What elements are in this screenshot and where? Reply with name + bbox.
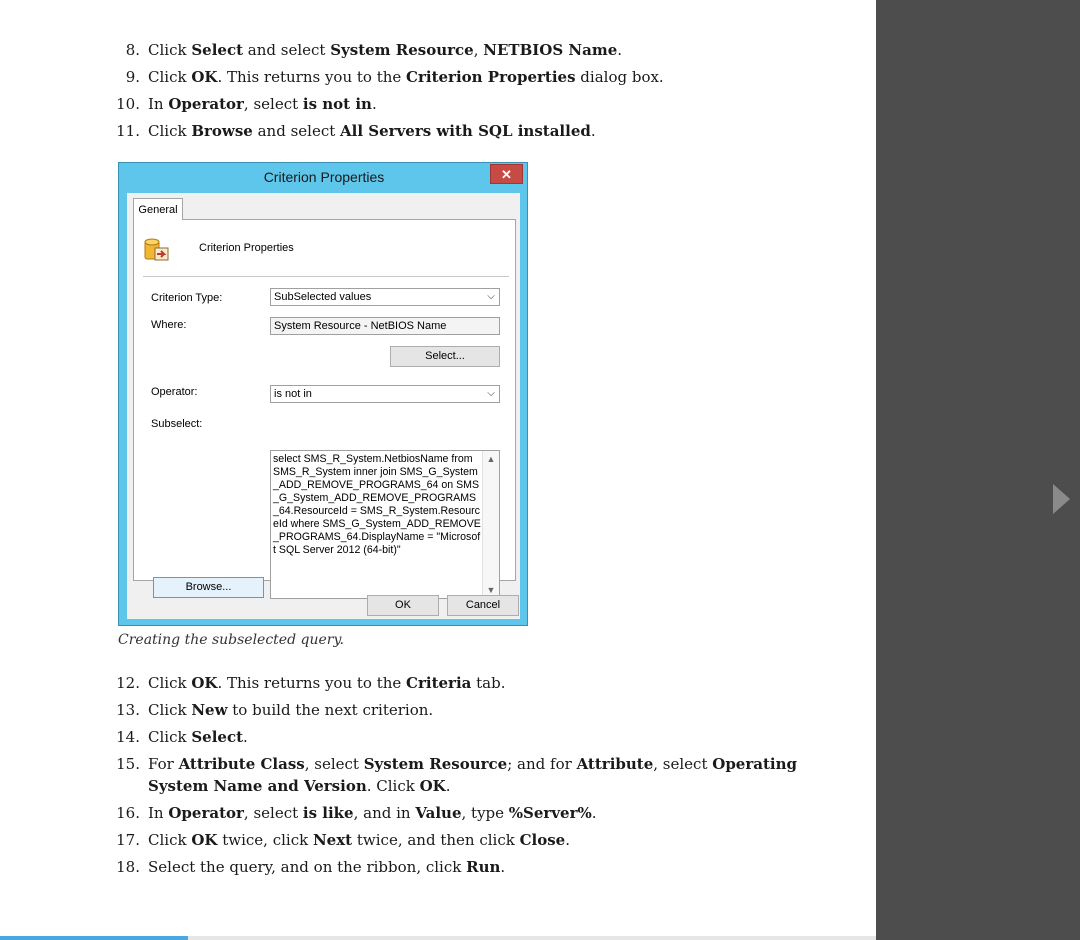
select-button[interactable]: Select... <box>390 346 500 367</box>
step-text: Click Select. <box>148 728 248 746</box>
step-text: Click OK twice, click Next twice, and then click Close. <box>148 831 570 849</box>
figure-caption: Creating the subselected query. <box>118 632 344 648</box>
properties-heading: Criterion Properties <box>199 242 294 254</box>
scrollbar[interactable] <box>482 451 499 598</box>
close-icon[interactable]: ✕ <box>490 164 523 184</box>
tab-general[interactable]: General <box>133 198 183 220</box>
chevron-down-icon: ⌵ <box>487 291 495 302</box>
criterion-type-label: Criterion Type: <box>151 292 223 304</box>
divider <box>143 276 509 277</box>
subselect-label: Subselect: <box>151 418 203 430</box>
reading-progress-fill <box>0 936 188 940</box>
criterion-properties-dialog <box>118 162 528 626</box>
operator-dropdown[interactable] <box>270 385 500 403</box>
criterion-type-dropdown[interactable] <box>270 288 500 306</box>
where-value: System Resource - NetBIOS Name <box>274 320 447 332</box>
operator-value: is not in <box>274 388 312 400</box>
operator-label: Operator: <box>151 386 198 398</box>
properties-icon <box>143 237 171 263</box>
step-text: In Operator, select is not in. <box>148 95 377 113</box>
browse-button[interactable]: Browse... <box>153 577 264 598</box>
step-text: Click OK. This returns you to the Criterion Properties dialog box. <box>148 68 664 86</box>
scroll-down-icon[interactable]: ▼ <box>486 585 496 595</box>
scroll-up-icon[interactable]: ▲ <box>486 454 496 464</box>
subselect-value: select SMS_R_System.NetbiosName from SMS_R_System inner join SMS_G_System_ADD_REMOVE_PROGRAMS_64 on SMS_G_System_ADD_REMOVE_PROGRAMS_64.ResourceId = SMS_R_System.ResourceId where SMS_G_System_ADD_REMOVE_PROGRAMS_64.DisplayName = "Microsoft SQL Server 2012 (64-bit)" <box>273 453 481 556</box>
cancel-button[interactable]: Cancel <box>447 595 519 616</box>
where-field <box>270 317 500 335</box>
step-text: Select the query, and on the ribbon, click Run. <box>148 858 506 876</box>
reading-progress-bar <box>0 936 876 940</box>
step-text: Click Select and select System Resource, NETBIOS Name. <box>148 41 623 59</box>
step-text: Click New to build the next criterion. <box>148 701 434 719</box>
dialog-body <box>127 193 520 619</box>
step-text: For Attribute Class, select System Resource; and for Attribute, select Operating System Name and Version. Click OK. <box>148 755 797 795</box>
ok-button[interactable]: OK <box>367 595 439 616</box>
chevron-down-icon: ⌵ <box>487 388 495 399</box>
step-text: In Operator, select is like, and in Value, type %Server%. <box>148 804 597 822</box>
criterion-type-value: SubSelected values <box>274 291 372 303</box>
document-page: 8. Click Select and select System Resource, NETBIOS Name. 9. Click OK. This returns you to the Criterion Properties dialog box. 10. In Operator, select is not in. 11. Click Browse and select All Servers with SQL installed. Criterion Properties ✕ General Criterion Properties Criterion Type: SubSelected values ⌵ Where: System Resource - NetBIOS Name Select... Operator: is not in ⌵ Subselect: select SMS_R_System.NetbiosName from SMS_R_System inner join SMS_G_System_ADD_REMOVE_PROGRAMS_64 on SMS_G_System_ADD_REMOVE_PROGRAMS_64.ResourceId = SMS_R_System.ResourceId where SMS_G_System_ADD_REMOVE_PROGRAMS_64.DisplayName = "Microsoft SQL Server 2012 (64-bit)" ▲ ▼ Browse... OK Cancel Creating the subselected query. 12. Click OK. This returns you to the Criteria tab. 13. Click New to build the next criterion. 14. Click Select. 15. For Attribute Class, select System Resource; and for Attribute, select Operating System Name and Version. Click OK. 16. In Operator, select is like, and in Value, type %Server%. 17. Click OK twice, click Next twice, and then click Close. 18. Select the query, and on the ribbon, click Run. <box>0 0 876 936</box>
reader-sidebar <box>876 0 1080 940</box>
step-text: Click Browse and select All Servers with SQL installed. <box>148 122 596 140</box>
where-label: Where: <box>151 319 187 331</box>
dialog-title: Criterion Properties <box>263 169 385 185</box>
chevron-right-icon[interactable] <box>1053 484 1070 514</box>
step-text: Click OK. This returns you to the Criteria tab. <box>148 674 506 692</box>
subselect-textarea[interactable] <box>270 450 500 599</box>
